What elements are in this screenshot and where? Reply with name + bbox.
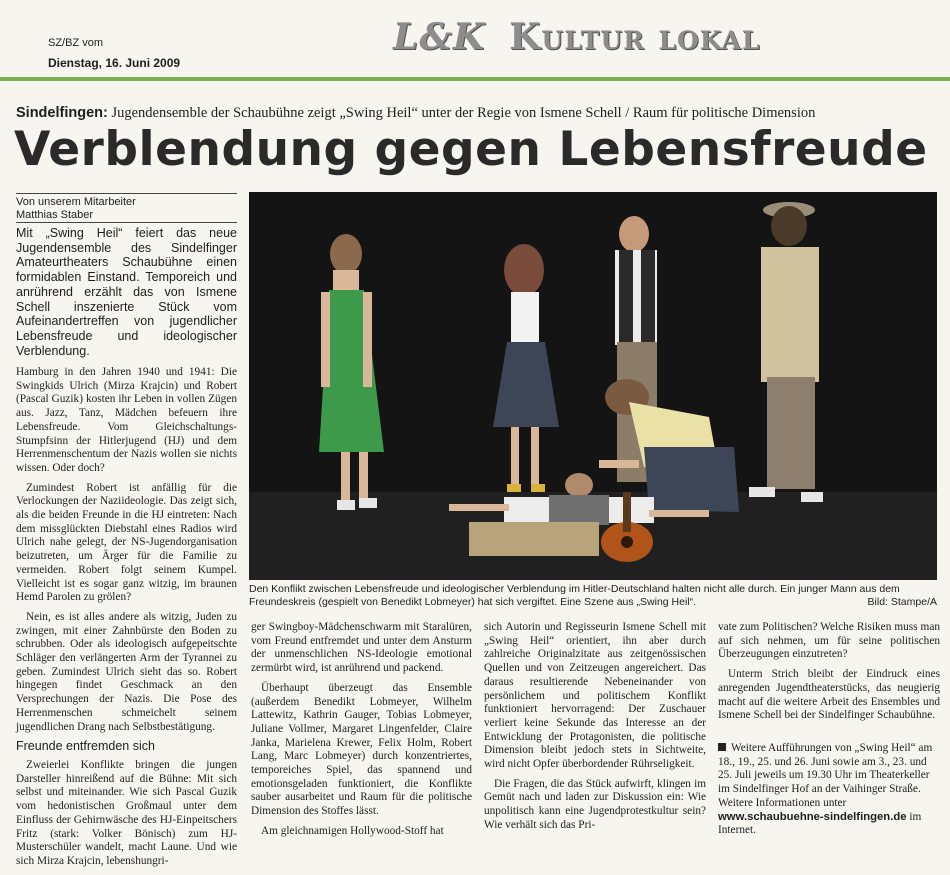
photo-caption [249,583,937,609]
publication-date: Dienstag, 16. Juni 2009 [48,56,181,70]
paragraph: Die Fragen, die das Stück aufwirft, klingen im Gemüt nach und laden zur Diskussion ein: Wie unpolitisch kann eine Jugendprotestkultur sein? Wie verhält sich das Pri- [484,777,706,831]
brand-kultur-lokal: Kultur lokal [509,16,761,58]
section-brand [393,16,761,58]
kicker [16,105,936,122]
paragraph: Hamburg in den Jahren 1940 und 1941: Die Swingkids Ulrich (Mirza Krajcin) und Robert (Pascal Guzik) kosten ihr Leben in vollen Zügen aus. Jazz, Tanz, Mädchen befeuern ihre Lebensfreude. Vom Gleichschaltungs-Stumpfsinn der Hitlerjugend (HJ) und dem Herrenmenschentum der Nazis wollen sie nichts wissen. Oder doch? [16,366,237,474]
website-link[interactable]: www.schaubuehne-sindelfingen.de [718,810,907,823]
byline-rule-bottom [16,222,237,223]
paragraph: Zweierlei Konflikte bringen die jungen Darsteller hinreißend auf die Bühne: Mit sich selbst und miteinander. Wie sich Pascal Guzik vom hedonistischen Großmaul unter dem Einfluss der Gehirnwäsche des HJ-Einpeitschers Fritz (stark: Volker Bönisch) zum HJ-Musterschüler wandelt, macht Laune. Und wie sich Mirza Krajcin, lebenshungri- [16,758,237,867]
byline-author: Matthias Staber [16,209,94,221]
column-2 [251,621,472,845]
kicker-text: Jugendensemble der Schaubühne zeigt „Swing Heil“ unter der Regie von Ismene Schell / Raum für politische Dimension [107,105,816,121]
stage-scene-image [249,192,937,580]
column-4 [718,621,940,729]
info-box [718,742,940,838]
paragraph: Am gleichnamigen Hollywood-Stoff hat [261,824,444,837]
lead-paragraph: Mit „Swing Heil“ feiert das neue Jugendensemble des Sindelfinger Amateurtheaters Schaubühne einen formidablen Einstand. Temporeich und anrührend erzählt das von Ismene Schell inszenierte Stück vom Aufeinandertreffen von jugendlicher Lebensfreude und ideologischer Verblendung. [16,226,237,358]
source-label: SZ/BZ vom [48,37,104,49]
bullet-square-icon [718,743,726,751]
info-tail: im Internet. [718,810,922,837]
byline-rule-top [16,193,237,194]
info-text: Weitere Aufführungen von „Swing Heil“ am 18., 19., 25. und 26. Juni sowie am 3., 23. und 25. Juli jeweils um 19.30 Uhr im Theaterkeller im Sindelfinger Hof an der Vaihinger Straße. Weitere Informationen unter [718,742,933,809]
paragraph: vate zum Politischen? Welche Risiken muss man auf sich nehmen, um für seine politischen Überzeugungen einzutreten? [718,621,940,661]
section-rule [0,77,950,81]
brand-lk: L&K [393,16,486,58]
subheading: Freunde entfremden sich [16,739,155,754]
byline [16,196,136,222]
masthead-meta [48,36,180,70]
column-1 [16,366,237,875]
paragraph: Unterm Strich bleibt der Eindruck eines anregenden Jugendtheaterstücks, das neugierig macht auf die weitere Arbeit des Ensembles und Ismene Schell bei der Sindelfinger Schaubühne. [718,668,940,722]
column-3 [484,621,706,839]
photo-credit: Bild: Stampe/A [867,596,937,608]
headline: Verblendung gegen Lebensfreude [14,122,928,177]
paragraph: Überhaupt überzeugt das Ensemble (außerdem Benedikt Lobmeyer, Wilhelm Lattewitz, Kathrin Gauger, Tobias Lobmeyer, Juliane Vollmer, Margaret Lingenfelder, Claire Janka, Marielena Krewer, Felix Holm, Robert Lang, Marc Lobmeyer) durch konzentriertes, temporeiches Spiel, das spannend und emotionsgeladen funktioniert, die Konflikte sauber ausarbeitet und Raum für die politische Dimension des Stoffes lässt. [251,681,472,818]
paragraph: sich Autorin und Regisseurin Ismene Schell mit „Swing Heil“ orientiert, ihn aber durch zahlreiche Originalzitate aus zeitgenössischen Quellen und von Zeitzeugen angereichert. Das daraus resultierende Nebeneinander von persönlichem und politischem Konflikt funktioniert hervorragend: Der Zuschauer verliert keine Sekunde das Interesse an der Entwicklung der Protagonisten, die politische Dimension bleibt jedoch stets in Sichtweite, wird nicht Opfer überbordender Rührseligkeit. [484,621,706,771]
kicker-location: Sindelfingen: [16,105,108,121]
stage-photo [249,192,937,580]
caption-text: Den Konflikt zwischen Lebensfreude und ideologischer Verblendung im Hitler-Deutschland halten nicht alle durch. Ein junger Mann aus dem Freundeskreis (gespielt von Benedikt Lobmeyer) hat sich vergiftet. Eine Szene aus „Swing Heil“. [249,583,900,608]
paragraph: Nein, es ist alles andere als witzig, Juden zu zwingen, mit einer Zahnbürste den Boden zu schrubben. Oder als ideologisch aufgepeitschte Schläger den verlängerten Arm der Tyrannei zu geben. Zumindest Ulrich sieht das so. Robert hingegen findet Geschmack an den Versprechungen der Nazis. Die Pose des Herrenmenschen schmeichelt seinem jugendlichen Drang nach Selbstbestätigung. [16,610,237,733]
byline-line1: Von unserem Mitarbeiter [16,196,136,208]
paragraph: ger Swingboy-Mädchenschwarm mit Staralüren, vom Freund entfremdet und unter dem Ansturm der unmenschlichen NS-Ideologie emotional zermürbt wird, ist anrührend und packend. [251,621,472,675]
paragraph: Zumindest Robert ist anfällig für die Verlockungen der Naziideologie. Das zeigt sich, als die beiden Freunde in die HJ eintreten: Nach dem missglückten Diebstahl eines Radios wird Ulrich nahe gelegt, der NS-Jugendorganisation beizutreten, um Ärger für die Familie zu vermeiden. Robert folgt seinem Kumpel. Vielleicht ist es sogar ganz witzig, im braunen Hemd Parolen zu grölen? [16,481,237,604]
